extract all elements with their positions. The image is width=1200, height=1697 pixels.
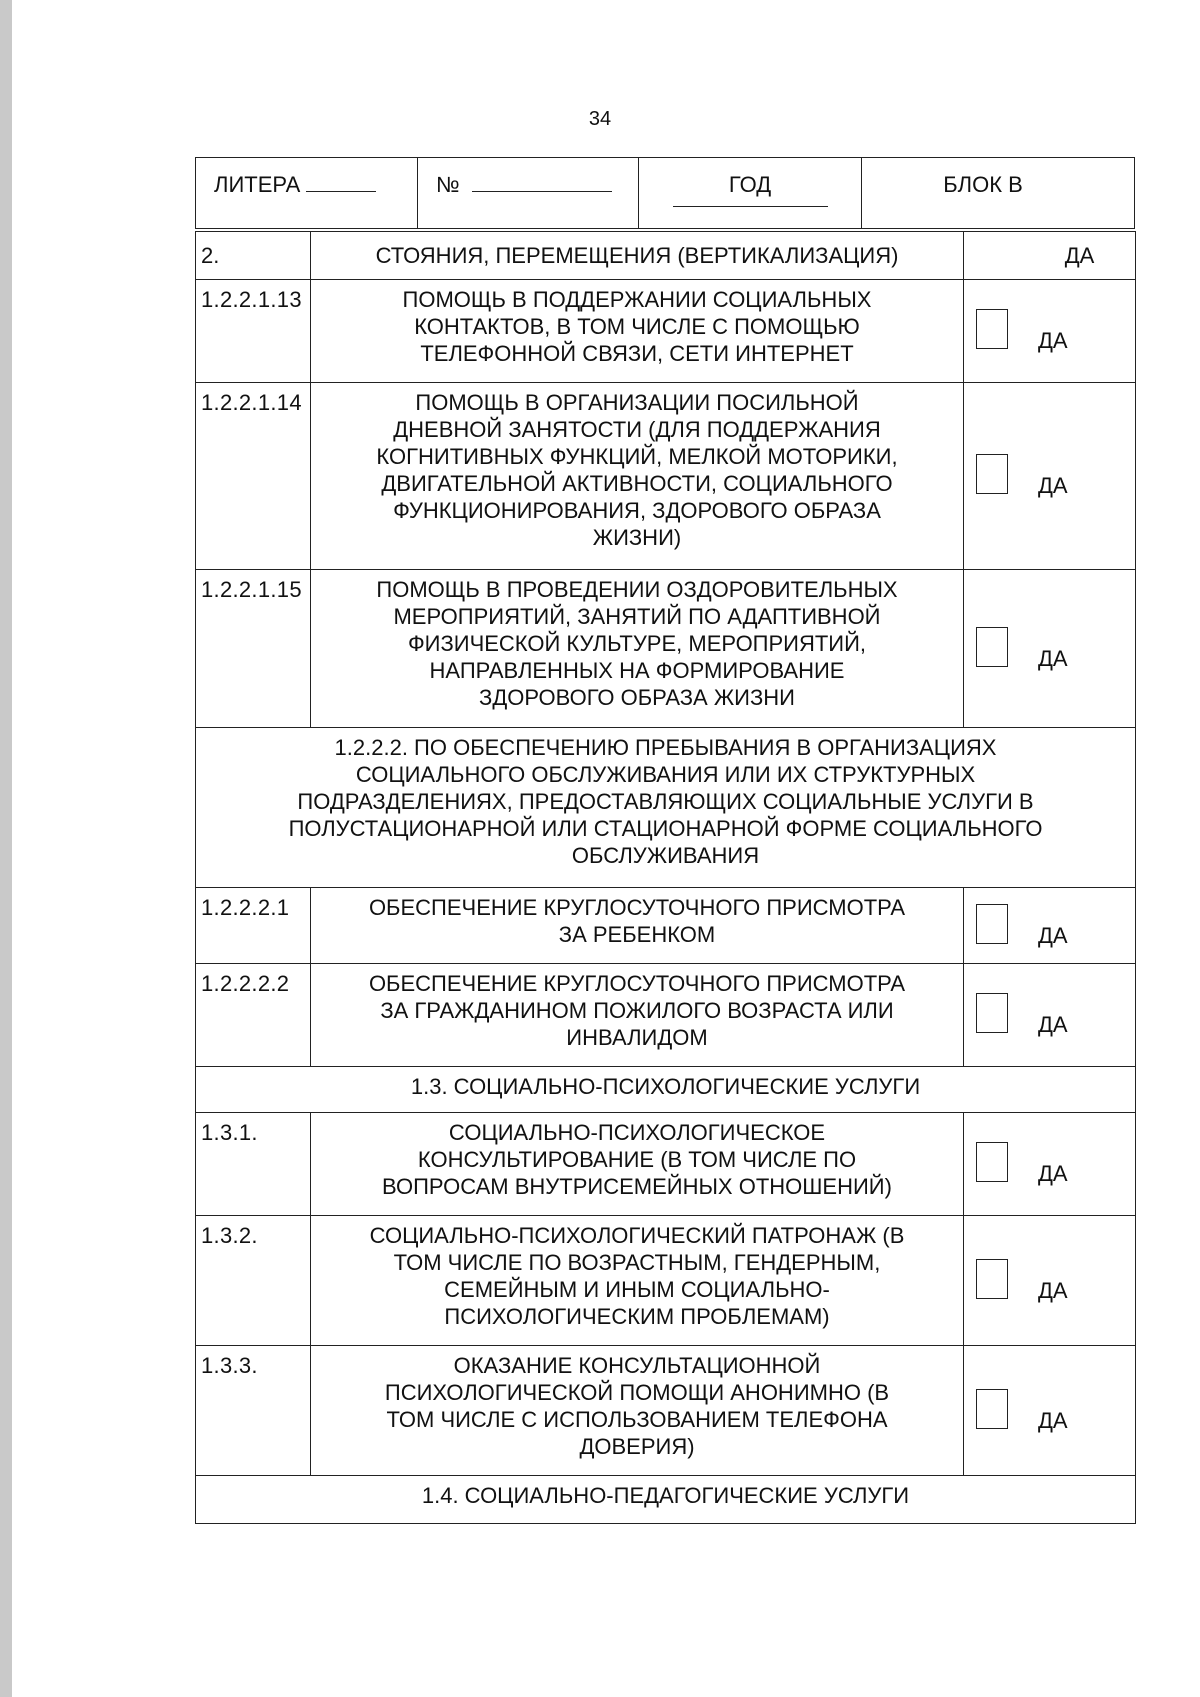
page-number: 34: [588, 108, 612, 130]
section-line: 1.2.2.2. ПО ОБЕСПЕЧЕНИЮ ПРЕБЫВАНИЯ В ОРГАНИЗАЦИЯХ: [334, 735, 997, 760]
row-code: 1.2.2.1.15: [196, 570, 311, 728]
checkbox-label: ДА: [1038, 1012, 1068, 1037]
desc-line: СОЦИАЛЬНО-ПСИХОЛОГИЧЕСКОЕ: [448, 1120, 826, 1145]
desc-line: КОГНИТИВНЫХ ФУНКЦИЙ, МЕЛКОЙ МОТОРИКИ,: [376, 444, 898, 469]
number-cell: [418, 158, 639, 228]
litera-label: ЛИТЕРА: [214, 172, 301, 197]
row-description: [311, 964, 964, 1067]
number-field[interactable]: [472, 173, 612, 192]
row-description: [311, 1113, 964, 1216]
row-mark: [964, 1346, 1136, 1476]
section-line: ПОЛУСТАЦИОНАРНОЙ ИЛИ СТАЦИОНАРНОЙ ФОРМЕ СОЦИАЛЬНОГО: [288, 816, 1043, 841]
checkbox-label: ДА: [1038, 328, 1068, 353]
row-mark: [964, 1113, 1136, 1216]
desc-line: МЕРОПРИЯТИЙ, ЗАНЯТИЙ ПО АДАПТИВНОЙ: [393, 604, 881, 629]
desc-line: ТЕЛЕФОННОЙ СВЯЗИ, СЕТИ ИНТЕРНЕТ: [420, 341, 854, 366]
year-cell: [639, 158, 862, 228]
checkbox[interactable]: [976, 454, 1008, 494]
table-row: [196, 1346, 1136, 1476]
desc-line: ОБЕСПЕЧЕНИЕ КРУГЛОСУТОЧНОГО ПРИСМОТРА: [368, 971, 906, 996]
desc-line: ПОМОЩЬ В ОРГАНИЗАЦИИ ПОСИЛЬНОЙ: [415, 390, 859, 415]
row-code: 1.3.1.: [196, 1113, 311, 1216]
desc-line: НАПРАВЛЕННЫХ НА ФОРМИРОВАНИЕ: [429, 658, 845, 683]
desc-line: ДОВЕРИЯ): [579, 1434, 695, 1459]
desc-line: ТОМ ЧИСЛЕ ПО ВОЗРАСТНЫМ, ГЕНДЕРНЫМ,: [393, 1250, 881, 1275]
table-row: [196, 570, 1136, 728]
checkbox-label: ДА: [1038, 473, 1068, 498]
checkbox-label: ДА: [1038, 1277, 1068, 1303]
desc-line: ЖИЗНИ): [592, 525, 682, 550]
row-description: [311, 280, 964, 383]
row-code: 1.2.2.1.14: [196, 383, 311, 570]
section-row: [196, 1476, 1136, 1524]
checkbox[interactable]: [976, 993, 1008, 1033]
table-row: [196, 280, 1136, 383]
desc-line: ЗА РЕБЕНКОМ: [558, 922, 716, 947]
row-description: СТОЯНИЯ, ПЕРЕМЕЩЕНИЯ (ВЕРТИКАЛИЗАЦИЯ): [311, 232, 964, 280]
checkbox[interactable]: [976, 1142, 1008, 1182]
desc-line: ДВИГАТЕЛЬНОЙ АКТИВНОСТИ, СОЦИАЛЬНОГО: [381, 471, 893, 496]
row-code: 2.: [196, 232, 311, 280]
checkbox-label: ДА: [1038, 1161, 1068, 1186]
desc-line: ФИЗИЧЕСКОЙ КУЛЬТУРЕ, МЕРОПРИЯТИЙ,: [407, 631, 867, 656]
row-mark: [964, 888, 1136, 964]
year-field[interactable]: [673, 206, 828, 207]
checkbox[interactable]: [976, 1259, 1008, 1299]
checkbox[interactable]: [976, 1389, 1008, 1429]
section-line: 1.4. СОЦИАЛЬНО-ПЕДАГОГИЧЕСКИЕ УСЛУГИ: [421, 1483, 910, 1508]
section-row: [196, 728, 1136, 888]
desc-line: СЕМЕЙНЫМ И ИНЫМ СОЦИАЛЬНО-: [444, 1277, 830, 1302]
block-cell: [862, 158, 1134, 228]
row-mark: [964, 280, 1136, 383]
row-mark: [964, 964, 1136, 1067]
section-line: ПОДРАЗДЕЛЕНИЯХ, ПРЕДОСТАВЛЯЮЩИХ СОЦИАЛЬНЫЕ УСЛУГИ В: [297, 789, 1034, 814]
row-code: 1.2.2.1.13: [196, 280, 311, 383]
section-line: ОБСЛУЖИВАНИЯ: [571, 843, 760, 868]
table-row: [196, 888, 1136, 964]
row-description: [311, 383, 964, 570]
section-heading: [196, 728, 1136, 888]
table-row: [196, 964, 1136, 1067]
year-label: ГОД: [728, 172, 772, 197]
row-mark: [964, 570, 1136, 728]
block-label: БЛОК В: [943, 172, 1023, 197]
checkbox[interactable]: [976, 309, 1008, 349]
checkbox-label: ДА: [1038, 922, 1068, 948]
section-heading: [196, 1476, 1136, 1524]
section-heading: [196, 1067, 1136, 1113]
row-code: 1.3.3.: [196, 1346, 311, 1476]
row-description: [311, 570, 964, 728]
section-line: СОЦИАЛЬНОГО ОБСЛУЖИВАНИЯ ИЛИ ИХ СТРУКТУРНЫХ: [355, 762, 976, 787]
desc-line: КОНТАКТОВ, В ТОМ ЧИСЛЕ С ПОМОЩЬЮ: [414, 314, 860, 339]
litera-field[interactable]: [306, 173, 376, 192]
row-mark-label: ДА: [964, 232, 1136, 280]
checkbox-label: ДА: [1038, 1407, 1068, 1433]
number-label: №: [436, 172, 460, 197]
row-code: 1.3.2.: [196, 1216, 311, 1346]
desc-line: СОЦИАЛЬНО-ПСИХОЛОГИЧЕСКИЙ ПАТРОНАЖ (В: [369, 1223, 905, 1248]
desc-line: ТОМ ЧИСЛЕ С ИСПОЛЬЗОВАНИЕМ ТЕЛЕФОНА: [386, 1407, 888, 1432]
desc-line: ИНВАЛИДОМ: [566, 1025, 708, 1050]
desc-line: ДНЕВНОЙ ЗАНЯТОСТИ (ДЛЯ ПОДДЕРЖАНИЯ: [393, 417, 881, 442]
section-row: [196, 1067, 1136, 1113]
desc-line: ОБЕСПЕЧЕНИЕ КРУГЛОСУТОЧНОГО ПРИСМОТРА: [368, 895, 906, 920]
row-description: [311, 1346, 964, 1476]
table-row: [196, 232, 1136, 280]
desc-line: ПОМОЩЬ В ПОДДЕРЖАНИИ СОЦИАЛЬНЫХ: [402, 287, 872, 312]
desc-line: ВОПРОСАМ ВНУТРИСЕМЕЙНЫХ ОТНОШЕНИЙ): [382, 1174, 892, 1199]
row-description: [311, 1216, 964, 1346]
table-row: [196, 1113, 1136, 1216]
desc-line: ПСИХОЛОГИЧЕСКИМ ПРОБЛЕМАМ): [444, 1304, 830, 1329]
checkbox-label: ДА: [1038, 645, 1068, 671]
row-code: 1.2.2.2.2: [196, 964, 311, 1067]
table-row: [196, 383, 1136, 570]
desc-line: ФУНКЦИОНИРОВАНИЯ, ЗДОРОВОГО ОБРАЗА: [393, 498, 881, 523]
row-description: [311, 888, 964, 964]
row-mark: [964, 1216, 1136, 1346]
checkbox[interactable]: [976, 904, 1008, 944]
row-mark: [964, 383, 1136, 570]
desc-line: ПСИХОЛОГИЧЕСКОЙ ПОМОЩИ АНОНИМНО (В: [384, 1380, 890, 1405]
section-line: 1.3. СОЦИАЛЬНО-ПСИХОЛОГИЧЕСКИЕ УСЛУГИ: [410, 1074, 921, 1099]
desc-line: ПОМОЩЬ В ПРОВЕДЕНИИ ОЗДОРОВИТЕЛЬНЫХ: [376, 577, 898, 602]
checkbox[interactable]: [976, 627, 1008, 667]
litera-cell: [196, 158, 418, 228]
desc-line: ЗА ГРАЖДАНИНОМ ПОЖИЛОГО ВОЗРАСТА ИЛИ: [380, 998, 894, 1023]
row-code: 1.2.2.2.1: [196, 888, 311, 964]
services-table: [195, 231, 1136, 1524]
desc-line: КОНСУЛЬТИРОВАНИЕ (В ТОМ ЧИСЛЕ ПО: [417, 1147, 857, 1172]
table-row: [196, 1216, 1136, 1346]
form-header: [195, 157, 1135, 229]
desc-line: ЗДОРОВОГО ОБРАЗА ЖИЗНИ: [479, 685, 795, 710]
desc-line: ОКАЗАНИЕ КОНСУЛЬТАЦИОННОЙ: [453, 1353, 821, 1378]
scan-edge: [0, 0, 12, 1697]
